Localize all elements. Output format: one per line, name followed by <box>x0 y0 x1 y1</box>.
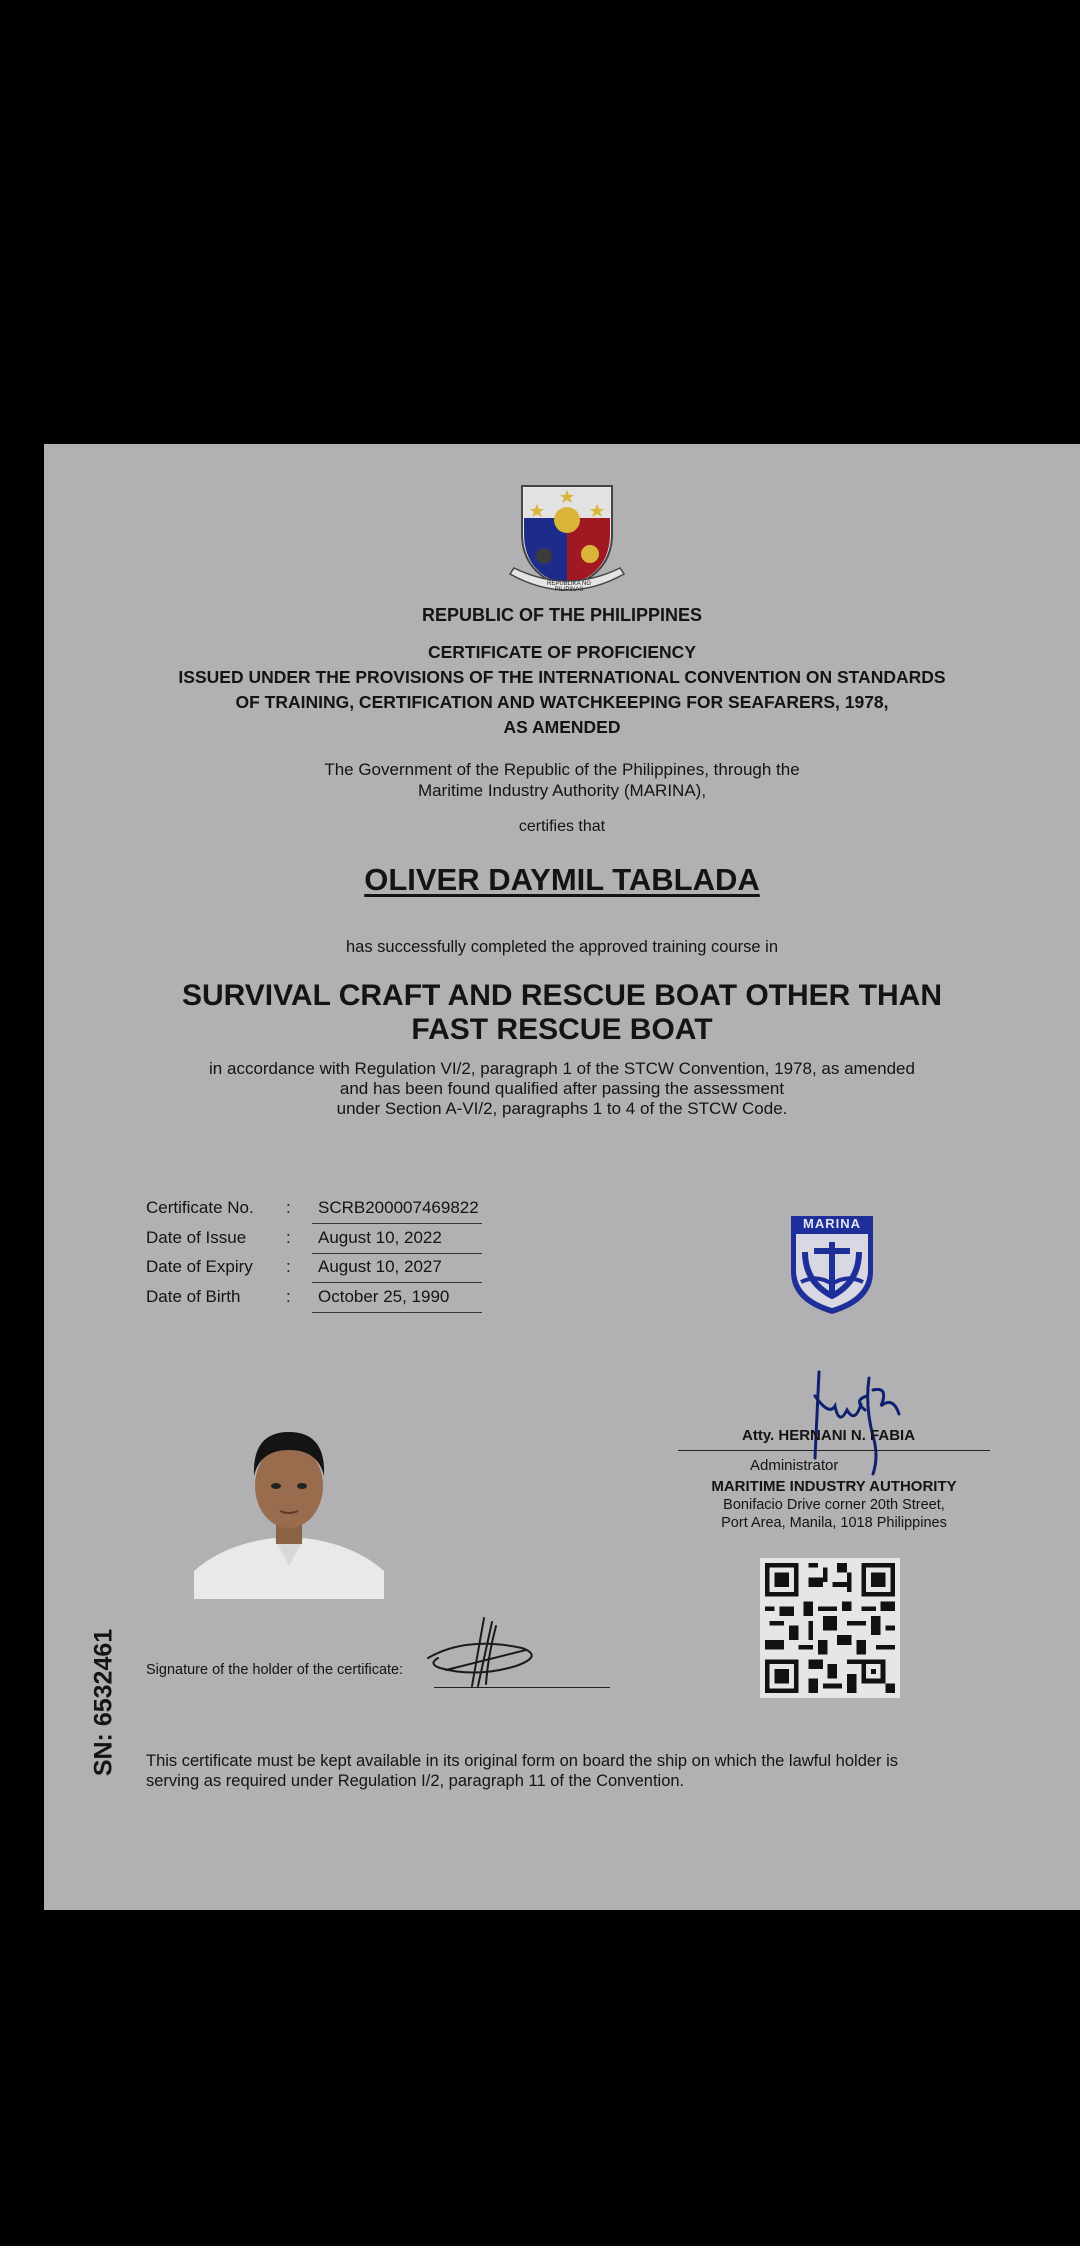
footer-notice <box>146 1751 1006 1791</box>
serial-number: SN: 6532461 <box>89 1628 118 1777</box>
government-line: Maritime Industry Authority (MARINA), <box>417 781 707 800</box>
completed-text: has successfully completed the approved training course in <box>346 938 778 956</box>
administrator-name: Atty. HERNANI N. FABIA <box>742 1427 916 1444</box>
detail-value: August 10, 2022 <box>312 1228 482 1254</box>
address-line: Bonifacio Drive corner 20th Street, <box>723 1497 945 1513</box>
holder-name-text: OLIVER DAYMIL TABLADA <box>364 862 760 897</box>
country-title: REPUBLIC OF THE PHILIPPINES <box>421 605 703 625</box>
detail-colon: : <box>286 1257 291 1276</box>
detail-value: October 25, 1990 <box>312 1287 482 1313</box>
heading-line: ISSUED UNDER THE PROVISIONS OF THE INTERNATIONAL CONVENTION ON STANDARDS <box>178 667 946 687</box>
administrator-title: Administrator <box>750 1457 839 1474</box>
holder-signature-icon <box>426 1616 544 1688</box>
holder-name <box>44 862 1080 898</box>
accordance-line: in accordance with Regulation VI/2, paragraph 1 of the STCW Convention, 1978, as amended <box>209 1059 915 1078</box>
detail-label: Date of Issue <box>146 1227 247 1247</box>
accordance-line: and has been found qualified after passing the assessment <box>339 1079 785 1098</box>
footer-line: serving as required under Regulation I/2, paragraph 11 of the Convention. <box>146 1772 685 1790</box>
certificate-heading <box>44 640 1080 740</box>
detail-row <box>146 1228 486 1258</box>
detail-colon: : <box>286 1227 291 1247</box>
certificate-details <box>146 1198 486 1316</box>
detail-row <box>146 1257 486 1287</box>
administrator-signature-line <box>678 1450 990 1451</box>
holder-signature-label: Signature of the holder of the certificate: <box>146 1662 404 1678</box>
heading-line: AS AMENDED <box>503 717 621 737</box>
certificate-document <box>44 444 1080 1910</box>
footer-line: This certificate must be kept available in its original form on board the ship on which the lawful holder is <box>146 1752 899 1770</box>
accordance-text <box>44 1059 1080 1119</box>
qr-code-icon <box>760 1558 900 1698</box>
holder-photo <box>194 1406 384 1599</box>
certifies-text: certifies that <box>518 818 606 835</box>
detail-value: August 10, 2027 <box>312 1257 482 1283</box>
heading-line: CERTIFICATE OF PROFICIENCY <box>427 642 696 662</box>
detail-row <box>146 1198 486 1228</box>
detail-value: SCRB200007469822 <box>312 1198 482 1224</box>
detail-colon: : <box>286 1286 291 1306</box>
detail-row <box>146 1287 486 1317</box>
heading-line: OF TRAINING, CERTIFICATION AND WATCHKEEPING FOR SEAFARERS, 1978, <box>235 692 889 712</box>
holder-signature-line <box>434 1687 610 1688</box>
government-line: The Government of the Republic of the Philippines, through the <box>324 760 800 779</box>
detail-colon: : <box>286 1198 291 1217</box>
detail-label: Date of Birth <box>146 1286 241 1306</box>
course-title <box>44 979 1080 1047</box>
administrator-organization <box>684 1478 984 1532</box>
detail-label: Certificate No. <box>146 1198 254 1217</box>
marina-logo-label: MARINA <box>803 1216 861 1231</box>
address-line: Port Area, Manila, 1018 Philippines <box>721 1515 947 1531</box>
organization-name: MARITIME INDUSTRY AUTHORITY <box>711 1478 957 1495</box>
government-statement <box>44 759 1080 801</box>
course-line: SURVIVAL CRAFT AND RESCUE BOAT OTHER THAN <box>181 979 943 1012</box>
course-line: FAST RESCUE BOAT <box>411 1013 713 1046</box>
seal-lettering: REPUBLIKA NG PILIPINAS <box>546 581 591 593</box>
accordance-line: under Section A-VI/2, paragraphs 1 to 4 of the STCW Code. <box>336 1099 788 1118</box>
detail-label: Date of Expiry <box>146 1257 253 1276</box>
